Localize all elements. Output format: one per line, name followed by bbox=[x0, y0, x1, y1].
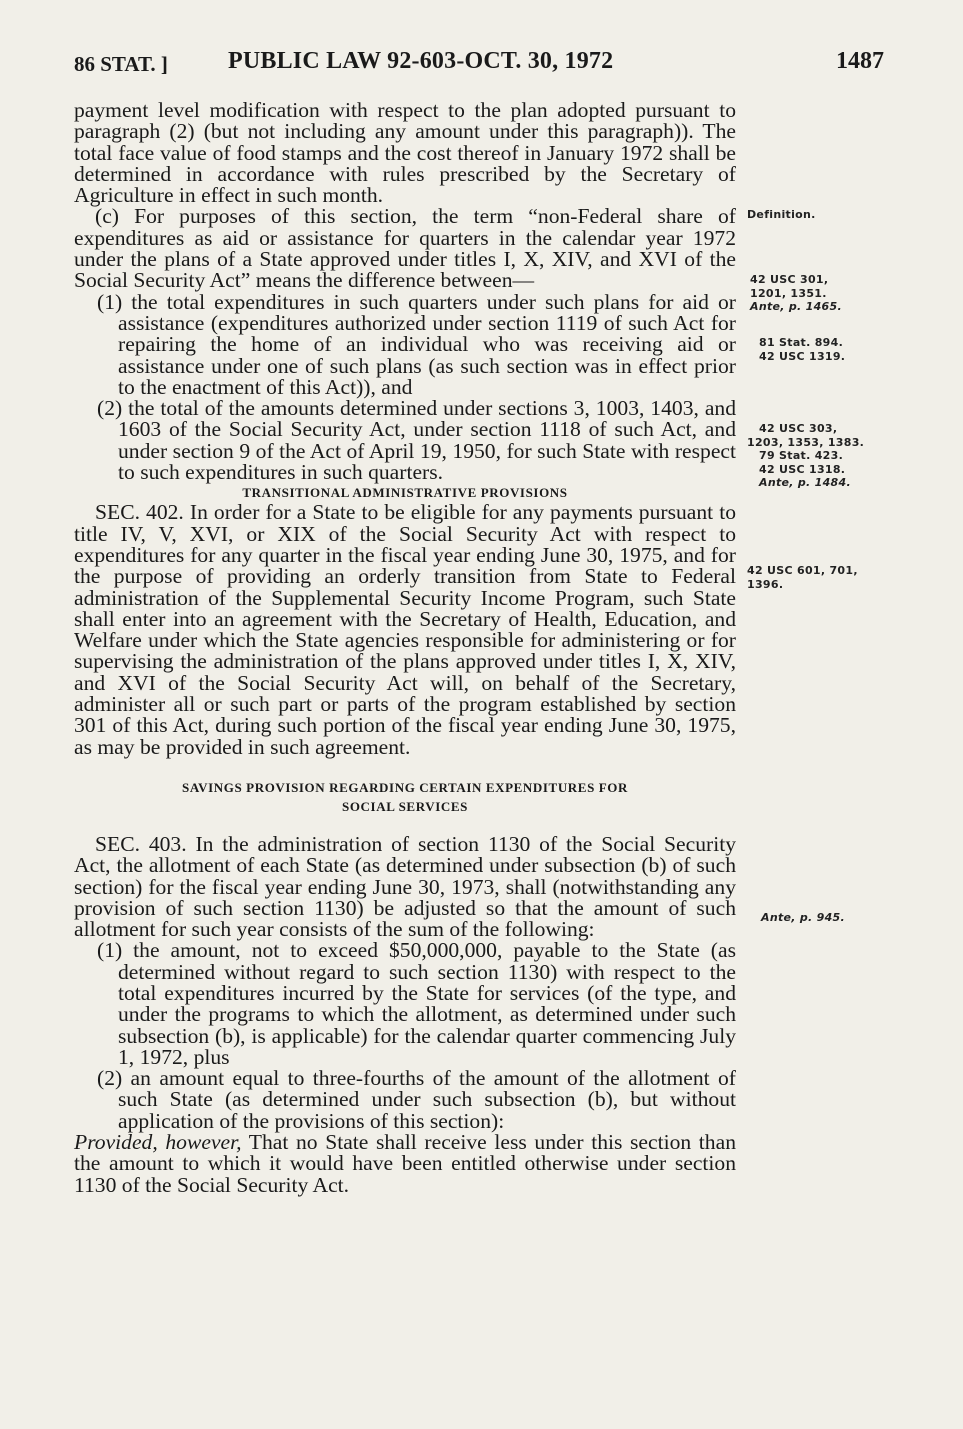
list-item: (1) the total expenditures in such quarters under such plans for aid or assistance (expenditures authorized under section 1119 of such Act for repairing the home of an individual who was receiving aid or assistance under one of such plans (as such section was in effect prior to the enactment of this Act)), and bbox=[97, 289, 736, 399]
section-heading: TRANSITIONAL ADMINISTRATIVE PROVISIONS bbox=[242, 485, 568, 501]
paragraph-subsection-c: (c) For purposes of this section, the term “non-Federal share of expenditures as aid or assistance for quarters in the calendar year 1972 under the plans of a State approved under titles I, X, XIV, and XVI of the Social Security Act” means the difference between— bbox=[74, 204, 736, 293]
section-label: SEC. 402. bbox=[95, 500, 184, 525]
heading-line: SAVINGS PROVISION REGARDING CERTAIN EXPENDITURES FOR bbox=[182, 779, 628, 795]
section-label: SEC. 403. bbox=[95, 831, 187, 856]
law-title: PUBLIC LAW 92-603-OCT. 30, 1972 bbox=[228, 48, 614, 74]
page-header bbox=[74, 48, 884, 82]
margin-note-usc: 42 USC 303, 1203, 1353, 1383. 79 Stat. 423. 42 USC 1318. Ante, p. 1484. bbox=[747, 422, 865, 489]
paragraph-continuation: payment level modification with respect to the plan adopted pursuant to paragraph (2) (but not including any amount under this paragraph)). The total face value of food stamps and the cost thereof in January 1972 shall be determined in accordance with rules prescribed by the Secretary of Agriculture in effect in such month. bbox=[74, 98, 736, 208]
proviso-text: That no State shall receive less under this section than the amount to which it would have been entitled otherwise under section 1130 of the Social Security Act. bbox=[74, 1130, 736, 1197]
heading-line: SOCIAL SERVICES bbox=[342, 798, 468, 814]
proviso bbox=[74, 1132, 736, 1196]
body-text bbox=[74, 100, 736, 1196]
section-text: In order for a State to be eligible for any payments pursuant to title IV, V, XVI, or XIX of the Social Security Act with respect to expenditures for any quarter in the fiscal year ending June 30, 1975, and for the purpose of providing an orderly transition from State to Federal administration of the Supplemental Security Income Program, such State shall enter into an agreement with the Secretary of Health, Education, and Welfare under which the State agencies responsible for administering or for supervising the administration of the plans approved under titles I, X, XIV, and XVI of the Social Security Act will, on behalf of the Secretary, administer all or such part or parts of the program established by section 301 of this Act, during such portion of the fiscal year ending June 30, 1975, as may be provided in such agreement. bbox=[74, 500, 736, 759]
list-item: (2) an amount equal to three-fourths of the amount of the allotment of such State (as determined under such subsection (b), but without application of the provisions of this section): bbox=[97, 1066, 736, 1133]
list-item: (2) the total of the amounts determined under sections 3, 1003, 1403, and 1603 of the Social Security Act, under section 1118 of such Act, and under section 9 of the Act of April 19, 1950, for such State with respect to such expenditures in such quarters. bbox=[97, 396, 736, 485]
margin-note-usc: 42 USC 601, 701, 1396. bbox=[747, 564, 858, 591]
margin-note-definition: Definition. bbox=[747, 208, 816, 221]
margin-note-usc: 42 USC 301, 1201, 1351. Ante, p. 1465. bbox=[750, 273, 842, 313]
section-402 bbox=[74, 502, 736, 758]
section-403 bbox=[74, 831, 736, 942]
section-heading bbox=[74, 778, 736, 816]
section-text: In the administration of section 1130 of the Social Security Act, the allotment of each State (as determined under subsection (b) of such section) for the fiscal year ending June 30, 1973, shall (notwithstanding any provision of such section 1130) be adjusted so that the amount of such allotment for such year consists of the sum of the following: bbox=[74, 831, 736, 942]
proviso-italic: Provided, however, bbox=[74, 1130, 242, 1155]
stat-reference: 86 STAT. ] bbox=[74, 52, 168, 76]
margin-note-stat: 81 Stat. 894. 42 USC 1319. bbox=[759, 336, 846, 363]
page-number: 1487 bbox=[836, 48, 884, 74]
list-item: (1) the amount, not to exceed $50,000,000, payable to the State (as determined without regard to such section 1130) with respect to the total expenditures incurred by the State for services (of the type, and under the programs to which the allotment, as determined under such subsection (b), is applicable) for the calendar quarter commencing July 1, 1972, plus bbox=[97, 938, 736, 1069]
margin-note-ante: Ante, p. 945. bbox=[761, 911, 845, 924]
